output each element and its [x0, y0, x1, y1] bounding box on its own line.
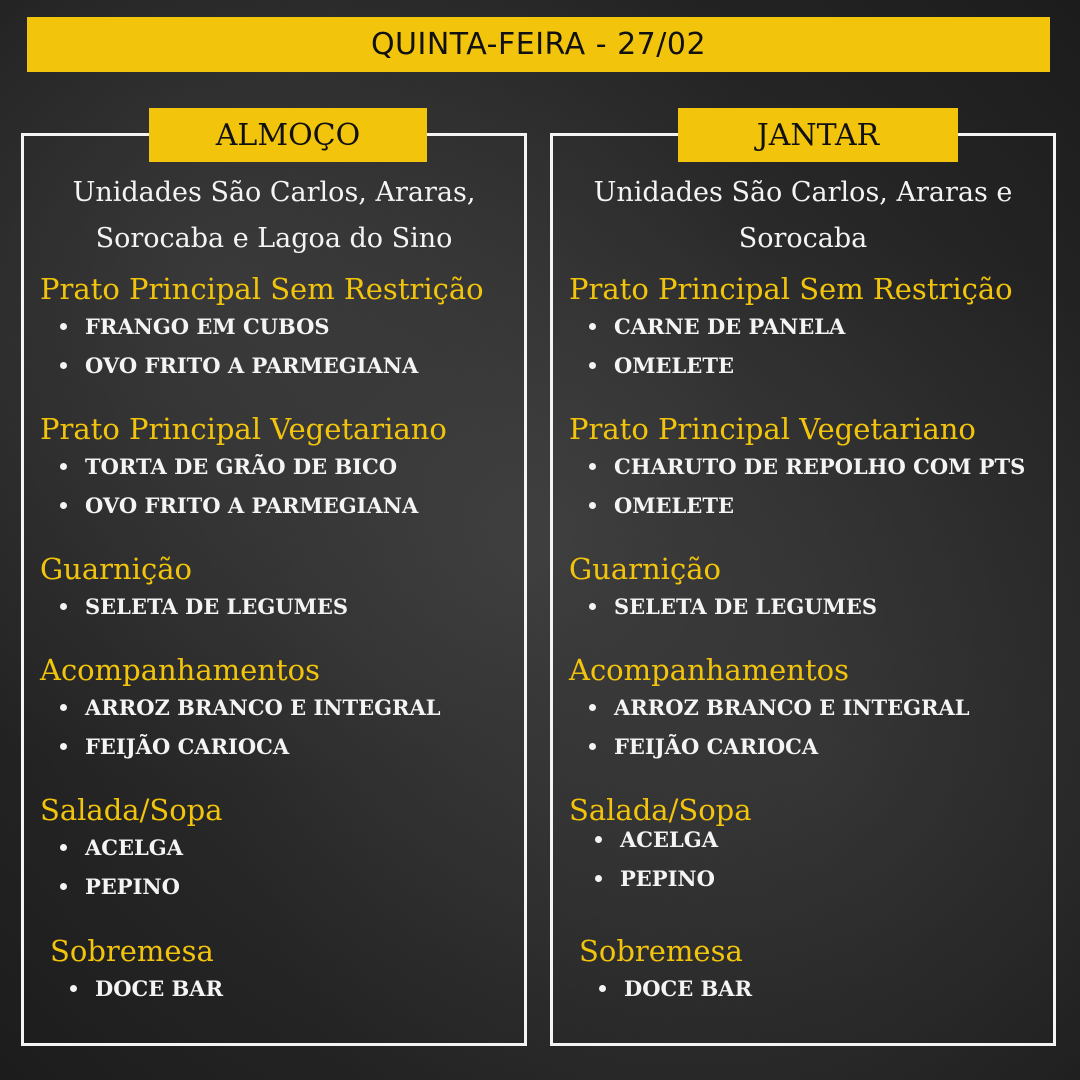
- dinner-section-garnish: [569, 551, 1043, 626]
- list-item: [589, 486, 1043, 525]
- item-list: [569, 688, 1043, 766]
- list-item: [60, 447, 514, 486]
- dinner-section-vegetarian: [569, 411, 1043, 525]
- item-label: OMELETE: [614, 353, 734, 378]
- section-title: Salada/Sopa: [569, 793, 752, 827]
- item-label: PEPINO: [620, 866, 715, 891]
- bullet-icon: [589, 743, 596, 750]
- item-list: [569, 820, 1043, 898]
- section-title: Salada/Sopa: [40, 793, 223, 827]
- list-item: [589, 307, 1043, 346]
- dinner-units-line2: Sorocaba: [738, 223, 868, 254]
- list-item: [60, 486, 514, 525]
- list-item: [60, 307, 514, 346]
- dinner-tab: [678, 108, 958, 162]
- bullet-icon: [60, 323, 67, 330]
- section-title: Guarnição: [40, 552, 192, 586]
- list-item: [595, 859, 1043, 898]
- bullet-icon: [595, 875, 602, 882]
- bullet-icon: [60, 463, 67, 470]
- dinner-tab-label: JANTAR: [756, 117, 880, 153]
- lunch-tab: [149, 108, 427, 162]
- dinner-section-dessert: [579, 933, 1043, 1008]
- dinner-section-sides: [569, 652, 1043, 766]
- bullet-icon: [70, 985, 77, 992]
- bullet-icon: [589, 323, 596, 330]
- bullet-icon: [60, 502, 67, 509]
- item-label: ACELGA: [620, 827, 719, 852]
- dinner-section-main: [569, 271, 1043, 385]
- bullet-icon: [589, 502, 596, 509]
- bullet-icon: [589, 362, 596, 369]
- item-label: TORTA DE GRÃO DE BICO: [85, 454, 398, 479]
- list-item: [60, 727, 514, 766]
- list-item: [595, 820, 1043, 859]
- section-title: Prato Principal Vegetariano: [40, 412, 447, 446]
- day-title: QUINTA-FEIRA - 27/02: [370, 27, 707, 62]
- list-item: [60, 587, 514, 626]
- section-title: Sobremesa: [50, 934, 214, 968]
- day-header: [27, 17, 1050, 72]
- bullet-icon: [589, 704, 596, 711]
- section-title: Prato Principal Sem Restrição: [40, 272, 484, 306]
- list-item: [70, 969, 514, 1008]
- bullet-icon: [60, 844, 67, 851]
- item-label: CARNE DE PANELA: [614, 314, 846, 339]
- item-label: OMELETE: [614, 493, 734, 518]
- item-list: [569, 447, 1043, 525]
- item-list: [569, 307, 1043, 385]
- list-item: [589, 346, 1043, 385]
- bullet-icon: [595, 836, 602, 843]
- item-list: [40, 587, 514, 626]
- dinner-units-line1: Unidades São Carlos, Araras e: [593, 177, 1013, 208]
- bullet-icon: [60, 704, 67, 711]
- section-title: Acompanhamentos: [40, 653, 320, 687]
- item-label: PEPINO: [85, 874, 180, 899]
- dinner-units: [553, 170, 1053, 262]
- item-label: DOCE BAR: [624, 976, 753, 1001]
- item-list: [50, 969, 514, 1008]
- section-title: Prato Principal Sem Restrição: [569, 272, 1013, 306]
- lunch-section-sides: [40, 652, 514, 766]
- item-label: FRANGO EM CUBOS: [85, 314, 330, 339]
- item-label: CHARUTO DE REPOLHO COM PTS: [614, 454, 1026, 479]
- item-list: [40, 307, 514, 385]
- item-list: [40, 688, 514, 766]
- item-label: FEIJÃO CARIOCA: [614, 734, 819, 759]
- lunch-units-line1: Unidades São Carlos, Araras,: [72, 177, 476, 208]
- item-list: [569, 587, 1043, 626]
- lunch-units-line2: Sorocaba e Lagoa do Sino: [95, 223, 453, 254]
- list-item: [60, 688, 514, 727]
- bullet-icon: [589, 603, 596, 610]
- lunch-section-vegetarian: [40, 411, 514, 525]
- bullet-icon: [60, 743, 67, 750]
- list-item: [60, 346, 514, 385]
- lunch-section-dessert: [50, 933, 514, 1008]
- section-title: Guarnição: [569, 552, 721, 586]
- item-list: [579, 969, 1043, 1008]
- bullet-icon: [60, 883, 67, 890]
- section-title: Prato Principal Vegetariano: [569, 412, 976, 446]
- item-label: DOCE BAR: [95, 976, 224, 1001]
- bullet-icon: [599, 985, 606, 992]
- list-item: [589, 587, 1043, 626]
- bullet-icon: [60, 362, 67, 369]
- lunch-section-garnish: [40, 551, 514, 626]
- section-title: Acompanhamentos: [569, 653, 849, 687]
- lunch-panel: [21, 117, 527, 1046]
- item-label: ARROZ BRANCO E INTEGRAL: [614, 695, 970, 720]
- lunch-tab-label: ALMOÇO: [215, 117, 361, 153]
- item-label: OVO FRITO A PARMEGIANA: [85, 493, 419, 518]
- item-label: SELETA DE LEGUMES: [614, 594, 877, 619]
- item-list: [40, 447, 514, 525]
- lunch-section-salad: [40, 792, 514, 906]
- dinner-section-salad: [569, 792, 1043, 898]
- item-label: ACELGA: [85, 835, 184, 860]
- list-item: [60, 867, 514, 906]
- list-item: [589, 727, 1043, 766]
- lunch-section-main: [40, 271, 514, 385]
- item-label: ARROZ BRANCO E INTEGRAL: [85, 695, 441, 720]
- item-label: SELETA DE LEGUMES: [85, 594, 348, 619]
- list-item: [589, 447, 1043, 486]
- lunch-units: [24, 170, 524, 262]
- dinner-panel: [550, 117, 1056, 1046]
- item-label: FEIJÃO CARIOCA: [85, 734, 290, 759]
- list-item: [589, 688, 1043, 727]
- bullet-icon: [60, 603, 67, 610]
- section-title: Sobremesa: [579, 934, 743, 968]
- list-item: [599, 969, 1043, 1008]
- item-label: OVO FRITO A PARMEGIANA: [85, 353, 419, 378]
- item-list: [40, 828, 514, 906]
- list-item: [60, 828, 514, 867]
- bullet-icon: [589, 463, 596, 470]
